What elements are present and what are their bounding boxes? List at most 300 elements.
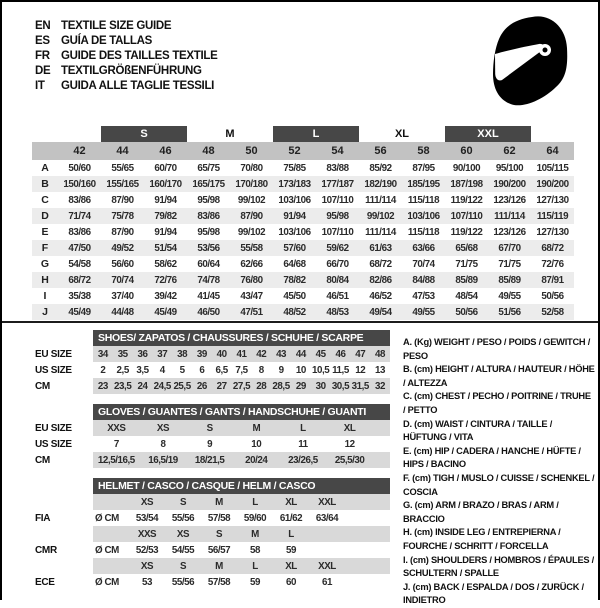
legend-item: I. (cm) SHOULDERS / HOMBROS / ÉPAULES / SCHULTERN / SPALLE xyxy=(403,554,595,579)
sub-table-cell: XXS xyxy=(107,422,126,434)
sub-table-cell: 10 xyxy=(251,438,262,450)
language-line xyxy=(35,33,218,48)
sub-row-label: CM xyxy=(35,454,50,466)
measurement-cell: 59/62 xyxy=(326,242,349,254)
unit-label: Ø CM xyxy=(95,544,119,556)
sub-table-cell: 7 xyxy=(113,438,119,450)
sub-table-cells xyxy=(93,436,373,452)
measurement-cell: 70/80 xyxy=(240,162,263,174)
measurement-cell: 44/48 xyxy=(111,306,134,318)
measurement-cell: 87/90 xyxy=(111,194,134,206)
sub-table-cells xyxy=(93,378,390,394)
measurement-cell: 71/75 xyxy=(455,258,478,270)
measurement-cell: 91/94 xyxy=(154,194,177,206)
sub-table-cells xyxy=(93,574,345,590)
measurement-cell: 55/65 xyxy=(111,162,134,174)
measurement-cell: 107/110 xyxy=(321,194,354,206)
sub-table-row xyxy=(93,494,390,510)
sub-table-cell: 46 xyxy=(335,348,346,360)
measurement-cell: 51/56 xyxy=(498,306,521,318)
measurement-cell: 99/102 xyxy=(237,226,266,238)
measurement-cell: 87/90 xyxy=(240,210,263,222)
sub-table-cell: 59/60 xyxy=(243,512,267,524)
measurement-cell: 190/200 xyxy=(493,178,526,190)
measurement-cell: 78/82 xyxy=(283,274,306,286)
sub-table-cell: 40 xyxy=(216,348,227,360)
measurement-cell: 185/195 xyxy=(407,178,440,190)
measurement-cell: 103/106 xyxy=(407,210,440,222)
sub-table-cells xyxy=(93,510,345,526)
sub-table-cell: XS xyxy=(156,422,170,434)
measurement-cell: 111/114 xyxy=(494,210,525,222)
language-line xyxy=(35,48,218,63)
measurement-cell: 123/126 xyxy=(493,194,526,206)
sub-table-cell: 28,5 xyxy=(272,380,290,392)
sub-table-cell: 53/54 xyxy=(135,512,159,524)
main-size-table xyxy=(32,126,574,320)
sub-table-cell: 29 xyxy=(295,380,306,392)
measurement-cell: 45/50 xyxy=(283,290,306,302)
sub-table-cell: XXL xyxy=(318,496,336,508)
sub-table-row xyxy=(93,420,390,436)
sub-table-cell: 11,5 xyxy=(332,364,349,376)
sub-table-cell: 30,5 xyxy=(331,380,350,392)
sub-table-cell: 52/53 xyxy=(135,544,159,556)
sub-table-cells xyxy=(93,362,390,378)
sub-table-cells xyxy=(93,420,373,436)
measurement-cell: 123/126 xyxy=(493,226,526,238)
sub-table-row xyxy=(93,542,390,558)
unit-label: Ø CM xyxy=(95,576,119,588)
measurement-row xyxy=(32,240,574,256)
sub-table-cell: XL xyxy=(285,560,297,572)
measurement-cell: 68/72 xyxy=(68,274,91,286)
size-col-header: 42 xyxy=(73,145,86,157)
size-col-header: 58 xyxy=(417,145,430,157)
sub-table-cell: 39 xyxy=(196,348,207,360)
measurement-row xyxy=(32,160,574,176)
measurement-row xyxy=(32,272,574,288)
language-title: TEXTILGRÖßENFÜHRUNG xyxy=(61,64,202,77)
sub-table-row xyxy=(93,378,390,394)
measurement-cell: 80/84 xyxy=(326,274,349,286)
measurement-cell: 115/118 xyxy=(407,194,440,206)
measurement-cell: 182/190 xyxy=(364,178,397,190)
measurement-cell: 95/98 xyxy=(197,194,220,206)
measurement-cell: 91/94 xyxy=(283,210,306,222)
sub-table-cell: 37 xyxy=(157,348,168,360)
sub-table-cell: 3,5 xyxy=(136,364,149,376)
sub-table-cell: 35 xyxy=(117,348,128,360)
measurement-cell: 103/106 xyxy=(278,194,311,206)
sub-table-cell: 12 xyxy=(355,364,366,376)
measurement-cell: 155/165 xyxy=(106,178,139,190)
sub-table-cell: 59 xyxy=(250,576,260,588)
sub-table-cell: 8 xyxy=(160,438,166,450)
sub-table-cells xyxy=(93,494,345,510)
legend-item: D. (cm) WAIST / CINTURA / TAILLE / HÜFTUNG / VITA xyxy=(403,418,553,443)
sub-table-row xyxy=(93,574,390,590)
measurement-cell: 105/115 xyxy=(536,162,569,174)
size-col-header: 56 xyxy=(374,145,387,157)
size-col-header: 52 xyxy=(288,145,301,157)
sub-table-cell: XL xyxy=(285,496,297,508)
sub-table-cell: 54/55 xyxy=(171,544,195,556)
legend-item: A. (Kg) WEIGHT / PESO / POIDS / GEWITCH / PESO xyxy=(403,337,591,361)
measurement-cell: 49/54 xyxy=(369,306,392,318)
sub-table-cell: 38 xyxy=(177,348,188,360)
language-title: TEXTILE SIZE GUIDE xyxy=(61,19,172,32)
measurement-cell: 91/94 xyxy=(154,226,177,238)
sub-table-cell: 9 xyxy=(207,438,213,450)
sub-table-cell: 25,5 xyxy=(173,380,191,392)
measurement-cell: 127/130 xyxy=(536,194,569,206)
sub-table-cell: S xyxy=(179,560,187,572)
sub-table-cell: XL xyxy=(343,422,356,434)
sub-table-cell: 23,5 xyxy=(114,380,132,392)
measurement-cell: 46/50 xyxy=(197,306,220,318)
language-title: GUÍA DE TALLAS xyxy=(61,34,152,47)
measurement-cell: 82/86 xyxy=(369,274,392,286)
sub-table-cell: S xyxy=(179,496,187,508)
size-col-header: 60 xyxy=(460,145,473,157)
unit-spacer xyxy=(93,558,129,574)
sub-table-cell: XS xyxy=(176,528,190,540)
legend-item: C. (cm) CHEST / PECHO / POITRINE / TRUHE / PETTO xyxy=(403,391,591,415)
measurement-cell: 54/58 xyxy=(68,258,91,270)
measurement-cell: 71/74 xyxy=(68,210,91,222)
measurement-cell: 70/74 xyxy=(111,274,134,286)
measurement-cell: 43/47 xyxy=(240,290,263,302)
measurement-cell: 76/80 xyxy=(240,274,263,286)
measurement-cell: 47/51 xyxy=(240,306,263,318)
language-code: FR xyxy=(35,49,50,62)
measurement-cell: 50/56 xyxy=(541,290,564,302)
legend-item: G. (cm) ARM / BRAZO / BRAS / ARM / BRACCIO xyxy=(403,500,559,524)
sub-table-row xyxy=(93,558,390,574)
measurement-cell: 37/40 xyxy=(111,290,134,302)
unit-spacer xyxy=(93,494,129,510)
sub-table-cell: 61/62 xyxy=(279,512,303,524)
measurement-cell: 127/130 xyxy=(536,226,569,238)
measurement-cell: 45/49 xyxy=(154,306,177,318)
sub-table-cell: 57/58 xyxy=(207,512,231,524)
measurement-cell: 190/200 xyxy=(536,178,569,190)
row-letter: B xyxy=(41,178,49,190)
legend-item: H. (cm) INSIDE LEG / ENTREPIERNA / FOURCHE / SCHRITT / FORCELLA xyxy=(403,527,561,551)
size-group-label: XXL xyxy=(445,126,531,142)
row-letter: H xyxy=(41,274,49,286)
helmet-title: HELMET / CASCO / CASQUE / HELM / CASCO xyxy=(93,478,390,494)
size-header-row xyxy=(32,142,574,160)
measurement-cell: 115/118 xyxy=(407,226,440,238)
size-col-header: 54 xyxy=(331,145,344,157)
measurement-cell: 107/110 xyxy=(321,226,354,238)
sub-table-cell: 10,5 xyxy=(312,364,330,376)
measurement-cell: 173/183 xyxy=(278,178,311,190)
sub-table-cell: 45 xyxy=(315,348,326,360)
measurement-cell: 48/53 xyxy=(326,306,349,318)
size-group-label xyxy=(32,126,101,142)
measurement-cell: 49/55 xyxy=(412,306,435,318)
measurement-legend xyxy=(403,336,595,608)
measurement-cell: 83/86 xyxy=(68,226,91,238)
sub-table-cell: 25,5/30 xyxy=(334,454,365,466)
measurement-cell: 47/50 xyxy=(68,242,91,254)
measurement-cell: 103/106 xyxy=(278,226,311,238)
legend-item: J. (cm) BACK / ESPALDA / DOS / ZURÜCK / INDIETRO xyxy=(403,581,584,606)
measurement-cell: 177/187 xyxy=(321,178,354,190)
language-header xyxy=(35,18,218,93)
sub-table-cell: M xyxy=(215,560,223,572)
measurement-cell: 119/122 xyxy=(450,194,483,206)
measurement-cell: 165/175 xyxy=(192,178,225,190)
sub-table-cell: 12 xyxy=(344,438,355,450)
sub-table-cell: XS xyxy=(140,560,154,572)
measurement-cell: 84/88 xyxy=(412,274,435,286)
row-letter: J xyxy=(42,306,48,318)
measurement-cell: 95/100 xyxy=(495,162,524,174)
measurement-cell: 83/88 xyxy=(326,162,349,174)
measurement-cell: 49/52 xyxy=(111,242,134,254)
measurement-cell: 119/122 xyxy=(450,226,483,238)
sub-table-cell: 53 xyxy=(142,576,152,588)
sub-table-cell: L xyxy=(288,528,294,540)
measurement-cell: 150/160 xyxy=(63,178,96,190)
sub-table-cell: 43 xyxy=(276,348,287,360)
sub-row-label: CM xyxy=(35,380,50,392)
measurement-cell: 56/60 xyxy=(111,258,134,270)
sub-row-label: CMR xyxy=(35,544,57,556)
measurement-cell: 95/98 xyxy=(197,226,220,238)
size-col-header: 64 xyxy=(546,145,559,157)
sub-table-cell xyxy=(309,542,345,558)
measurement-cell: 49/55 xyxy=(498,290,521,302)
measurement-cell: 50/56 xyxy=(455,306,478,318)
measurement-cell: 50/60 xyxy=(68,162,91,174)
sub-table-cell: XXS xyxy=(137,528,157,540)
sub-table-cell: 24 xyxy=(137,380,148,392)
size-group-label: M xyxy=(225,128,235,140)
sub-table-cell: M xyxy=(252,422,261,434)
measurement-cell: 71/75 xyxy=(498,258,521,270)
sub-table-cell: 11 xyxy=(298,438,308,450)
sub-table-cell: M xyxy=(251,528,259,540)
measurement-cell: 63/66 xyxy=(412,242,435,254)
sub-table-cell: 47 xyxy=(355,348,366,360)
measurement-cell: 48/52 xyxy=(283,306,306,318)
measurement-cell: 60/64 xyxy=(197,258,220,270)
measurement-cell: 60/70 xyxy=(154,162,177,174)
language-title: GUIDE DES TAILLES TEXTILE xyxy=(61,49,218,62)
sub-row-label: FIA xyxy=(35,512,51,524)
sub-table-cell: 8 xyxy=(258,364,264,376)
sub-table-cell: 28 xyxy=(256,380,267,392)
size-col-header: 48 xyxy=(202,145,215,157)
language-line xyxy=(35,63,218,78)
sub-table-cell: 27,5 xyxy=(232,380,251,392)
measurement-cell: 85/89 xyxy=(498,274,521,286)
measurement-row xyxy=(32,304,574,320)
sub-table-cell: 31,5 xyxy=(351,380,369,392)
measurement-cell: 87/90 xyxy=(111,226,134,238)
sub-row-label: EU SIZE xyxy=(35,422,72,434)
sub-row-label: US SIZE xyxy=(35,438,72,450)
measurement-cell: 62/66 xyxy=(240,258,263,270)
measurement-cell: 68/72 xyxy=(369,258,392,270)
sub-table-cell: 34 xyxy=(97,348,108,360)
sub-table-cell: 57/58 xyxy=(207,576,231,588)
sub-table-cell: 44 xyxy=(295,348,306,360)
measurement-cell: 187/198 xyxy=(450,178,483,190)
sub-table-cell: 30 xyxy=(315,380,326,392)
sub-table-cell: 9 xyxy=(278,364,284,376)
sub-table-row xyxy=(93,526,390,542)
measurement-cell: 55/58 xyxy=(240,242,263,254)
measurement-cell: 64/68 xyxy=(283,258,306,270)
sub-table-cell: XXL xyxy=(318,560,336,572)
sub-table-cell: 60 xyxy=(286,576,296,588)
measurement-cell: 75/78 xyxy=(111,210,134,222)
sub-table-row xyxy=(93,362,390,378)
sub-table-cell: 55/56 xyxy=(171,576,195,588)
sub-table-cell: 6,5 xyxy=(215,364,228,376)
row-letter: G xyxy=(40,258,50,270)
sub-table-row xyxy=(93,346,390,362)
measurement-cell: 53/56 xyxy=(197,242,220,254)
measurement-cell: 57/60 xyxy=(283,242,306,254)
sub-table-cell: 32 xyxy=(375,380,386,392)
measurement-cell: 46/51 xyxy=(326,290,349,302)
measurement-cell: 74/78 xyxy=(197,274,220,286)
sub-table-row xyxy=(93,436,390,452)
measurement-cell: 68/72 xyxy=(541,242,564,254)
language-code: EN xyxy=(35,19,51,32)
row-letter: E xyxy=(41,226,49,238)
sub-table-cell: 36 xyxy=(137,348,148,360)
sub-table-cell: 61 xyxy=(322,576,332,588)
measurement-cell: 46/52 xyxy=(369,290,392,302)
size-group-label xyxy=(531,126,574,142)
language-code: IT xyxy=(35,79,45,92)
measurement-cell: 47/53 xyxy=(412,290,435,302)
sub-row-label: US SIZE xyxy=(35,364,72,376)
measurement-row xyxy=(32,288,574,304)
sub-table-cell xyxy=(309,526,345,542)
measurement-cell: 45/49 xyxy=(68,306,91,318)
sub-table-cell: 5 xyxy=(179,364,185,376)
measurement-cell: 48/54 xyxy=(455,290,478,302)
sub-table-cell: 24,5 xyxy=(153,380,171,392)
measurement-cell: 87/95 xyxy=(412,162,435,174)
size-group-label: S xyxy=(101,126,187,142)
sub-table-cell: 63/64 xyxy=(315,512,339,524)
sub-table-cell: 23 xyxy=(97,380,108,392)
measurement-row xyxy=(32,192,574,208)
measurement-row xyxy=(32,176,574,192)
sub-table-cells xyxy=(93,346,390,362)
row-letter: F xyxy=(41,242,49,254)
sub-table-cell: 20/24 xyxy=(245,454,268,466)
sub-table-cell: 26 xyxy=(196,380,207,392)
measurement-cell: 35/38 xyxy=(68,290,91,302)
sub-table-cells xyxy=(93,558,345,574)
measurement-cell: 87/91 xyxy=(541,274,564,286)
language-title: GUIDA ALLE TAGLIE TESSILI xyxy=(61,79,215,92)
sub-row-label: EU SIZE xyxy=(35,348,72,360)
sub-table-cell: 58 xyxy=(250,544,260,556)
sub-table-cell: 10 xyxy=(295,364,306,376)
sub-table-cell: 6 xyxy=(199,364,205,376)
sub-table-cell: M xyxy=(215,496,223,508)
unit-label: Ø CM xyxy=(95,512,119,524)
sub-table-cell: 7,5 xyxy=(235,364,248,376)
measurement-cell: 85/92 xyxy=(369,162,392,174)
measurement-cell: 75/85 xyxy=(283,162,306,174)
sub-table-cell: 56/57 xyxy=(207,544,231,556)
sub-table-cell: 42 xyxy=(256,348,267,360)
sub-table-cell: 2 xyxy=(100,364,106,376)
shoes-title: SHOES/ ZAPATOS / CHAUSSURES / SCHUHE / SCARPE xyxy=(93,330,390,346)
sub-table-cell: 23/26,5 xyxy=(288,454,318,466)
sub-table-cell: L xyxy=(300,422,306,434)
measurement-cell: 67/70 xyxy=(498,242,521,254)
sub-table-cell: 18/21,5 xyxy=(194,454,225,466)
sub-table-cell: 27 xyxy=(216,380,227,392)
measurement-cell: 83/86 xyxy=(197,210,220,222)
sub-table-cells xyxy=(93,542,345,558)
sub-table-cells xyxy=(93,452,373,468)
measurement-cell: 95/98 xyxy=(326,210,349,222)
measurement-cell: 65/75 xyxy=(197,162,220,174)
sub-table-cell: 12,5/16,5 xyxy=(97,454,135,466)
legend-item: E. (cm) HIP / CADERA / HANCHE / HÜFTE / HIPS / BACINO xyxy=(403,445,581,470)
row-letter: I xyxy=(43,290,47,302)
measurement-cell: 160/170 xyxy=(149,178,182,190)
language-line xyxy=(35,78,218,93)
language-code: ES xyxy=(35,34,50,47)
unit-spacer xyxy=(93,526,129,542)
measurement-row xyxy=(32,224,574,240)
section-divider xyxy=(0,321,600,323)
sub-table-cell: S xyxy=(215,528,223,540)
measurement-cell: 58/62 xyxy=(154,258,177,270)
measurement-row xyxy=(32,256,574,272)
measurement-cell: 72/76 xyxy=(541,258,564,270)
sub-table-cell: 13 xyxy=(375,364,386,376)
sub-table-cell: L xyxy=(252,560,258,572)
measurement-cell: 41/45 xyxy=(197,290,220,302)
legend-item: B. (cm) HEIGHT / ALTURA / HAUTEUR / HÖHE / ALTEZZA xyxy=(403,364,595,388)
size-col-header: 50 xyxy=(245,145,258,157)
sub-table-cell: 41 xyxy=(236,348,247,360)
measurement-cell: 83/86 xyxy=(68,194,91,206)
measurement-cell: 99/102 xyxy=(366,210,395,222)
measurement-cell: 99/102 xyxy=(237,194,266,206)
sub-row-label: ECE xyxy=(35,576,55,588)
sub-table-cell: 4 xyxy=(159,364,165,376)
sub-table-cell: 48 xyxy=(375,348,386,360)
gloves-title: GLOVES / GUANTES / GANTS / HANDSCHUHE / GUANTI xyxy=(93,404,390,420)
helmet-icon xyxy=(487,12,573,110)
measurement-cell: 51/54 xyxy=(154,242,177,254)
language-line xyxy=(35,18,218,33)
measurement-cell: 39/42 xyxy=(154,290,177,302)
sub-table-cell: 16,5/19 xyxy=(148,454,178,466)
row-letter: D xyxy=(41,210,49,222)
measurement-cell: 65/68 xyxy=(455,242,478,254)
measurement-cell: 115/119 xyxy=(536,210,569,222)
